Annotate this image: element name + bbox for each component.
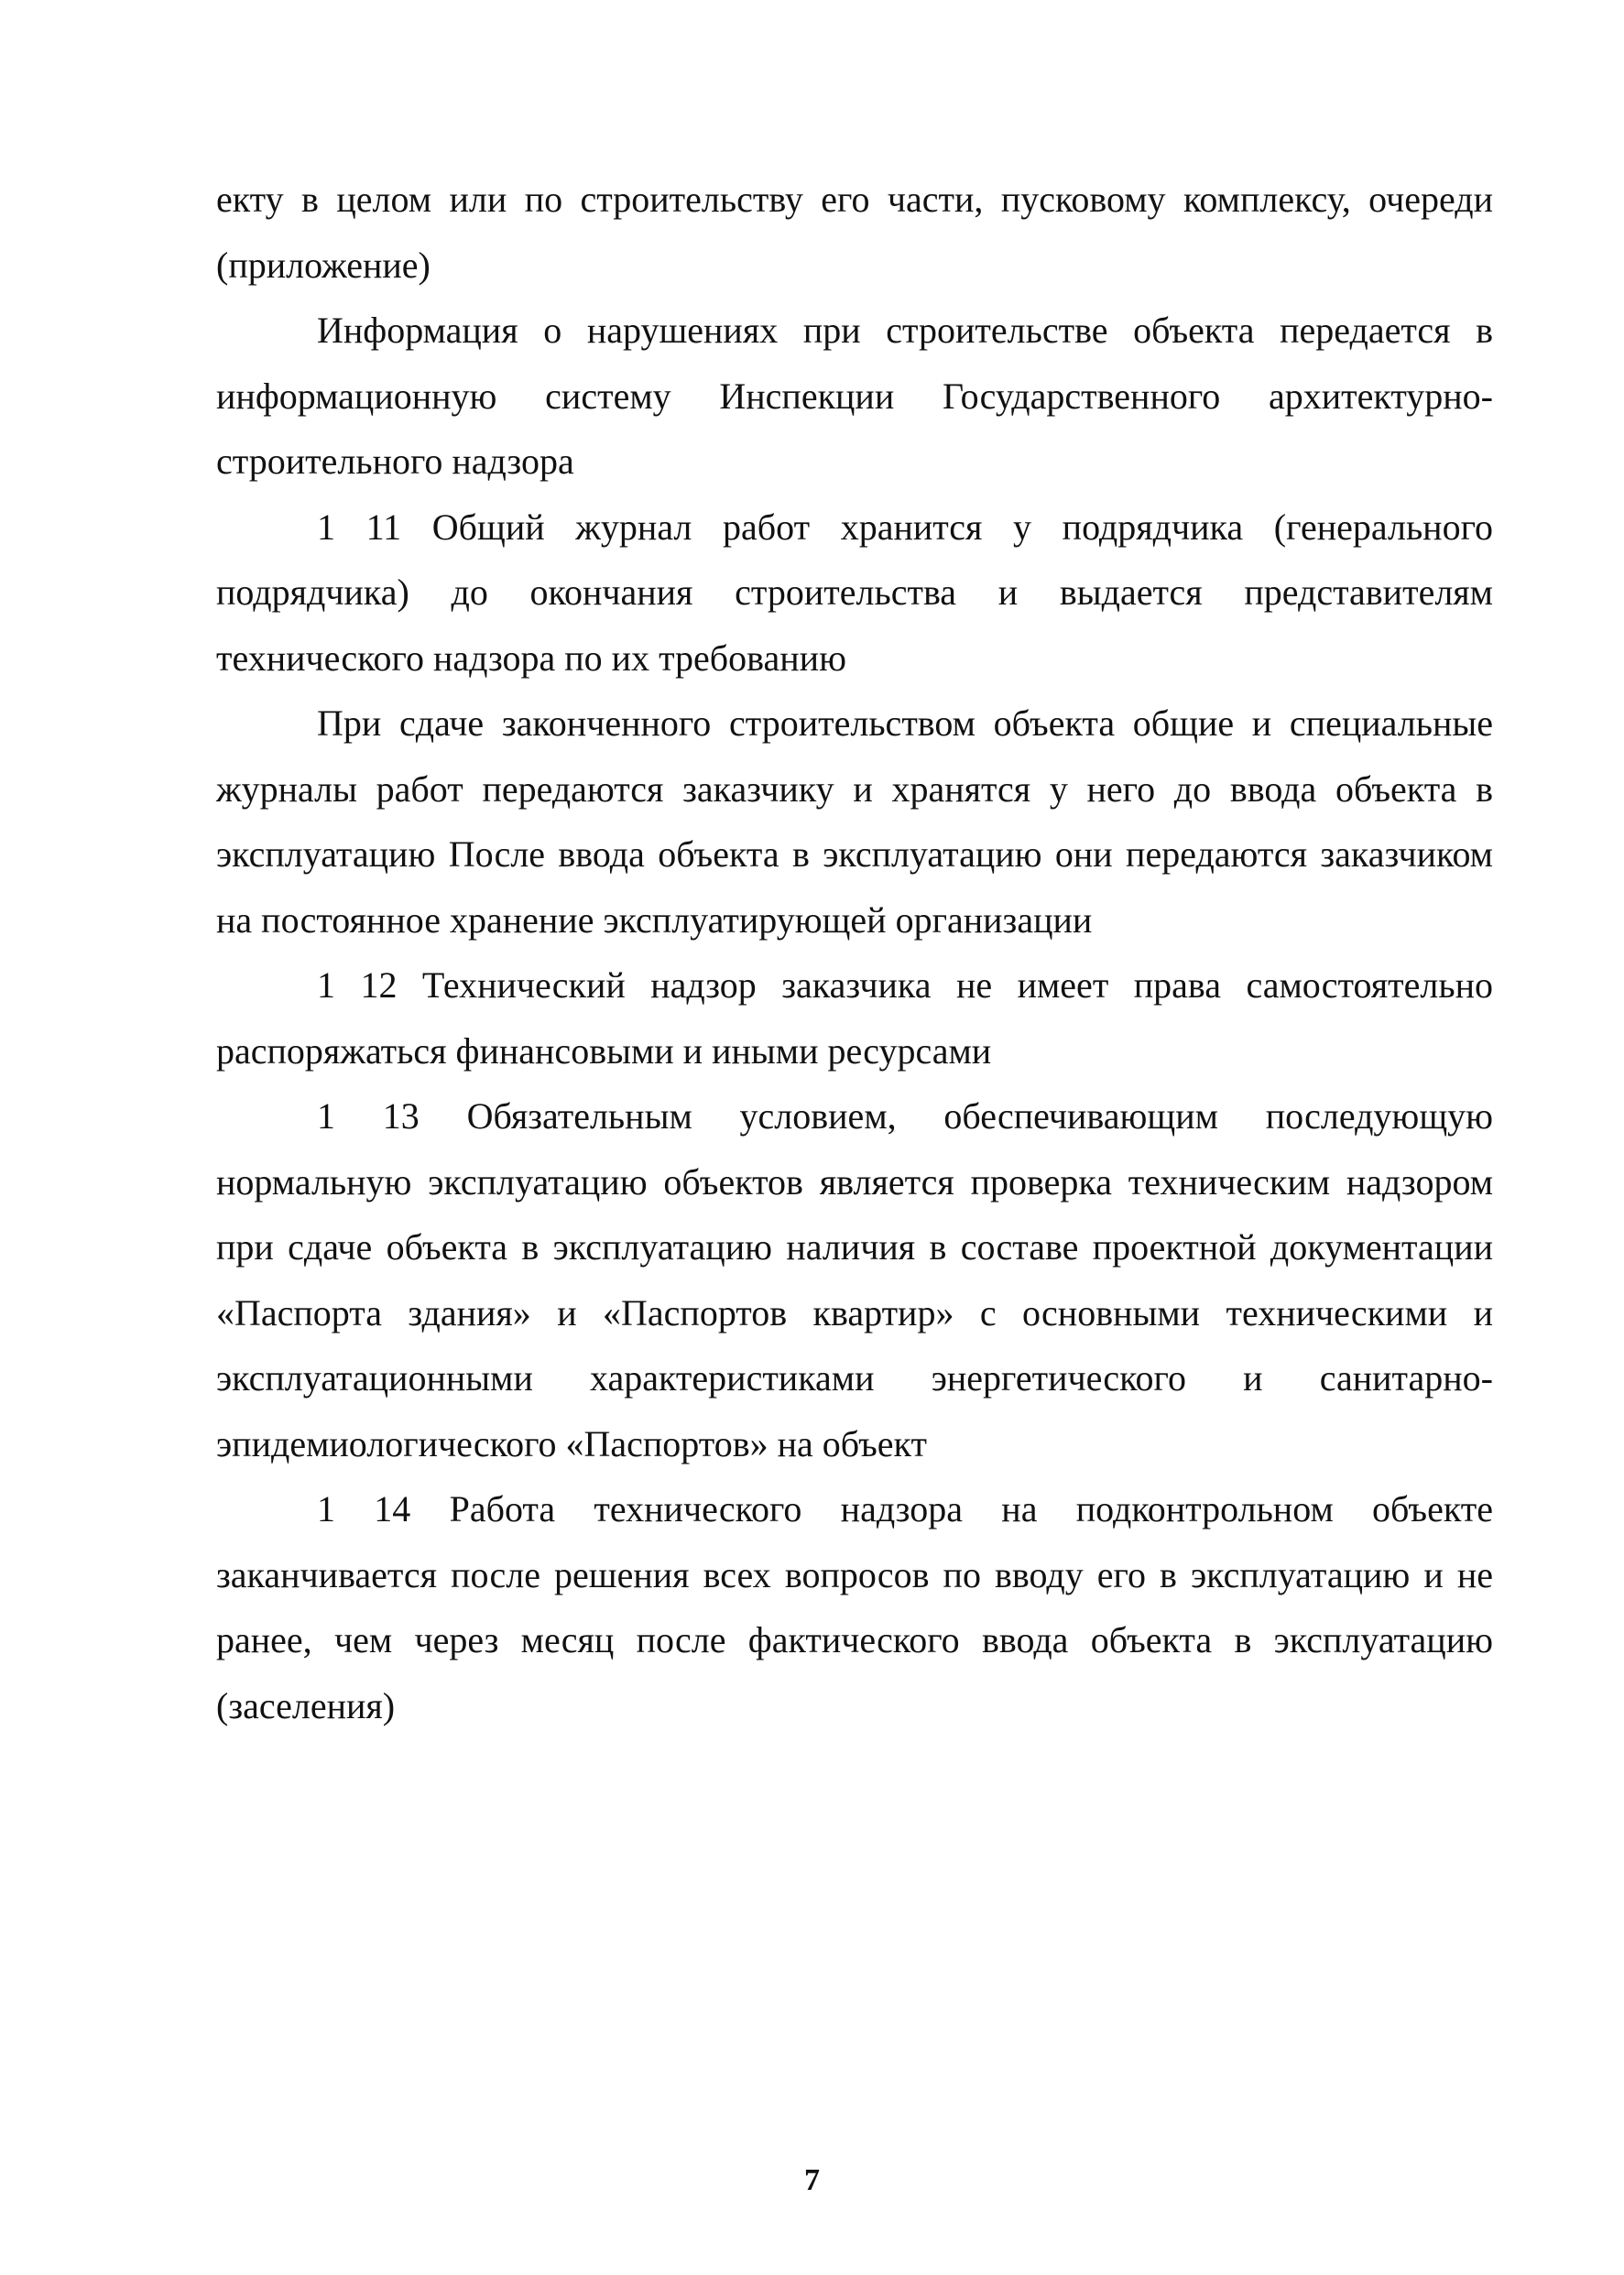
paragraph-continuation: екту в целом или по строительству его части, пусковому комплексу, очереди (приложение) [216,179,1493,286]
paragraph-1-12: 1 12 Технический надзор заказчика не имеет права самостоятельно распоряжаться финансовыми и иными ресурсами [216,964,1493,1072]
body-text [216,167,1493,1738]
paragraph-journals-handover: При сдаче законченного строительством объекта общие и специальные журналы работ передаются заказчику и хранятся у него до ввода объекта в эксплуатацию После ввода объекта в эксплуатацию они передаются заказчиком на постоянное хранение эксплуатирующей организации [216,702,1493,941]
page-number: 7 [804,2163,820,2197]
paragraph-1-13: 1 13 Обязательным условием, обеспечивающим последующую нормальную эксплуатацию объектов является проверка техническим надзором при сдаче объекта в эксплуатацию наличия в составе проектной документации «Паспорта здания» и «Паспортов квартир» с основными техническими и эксплуатационными характеристиками энергетического и санитарно-эпидемиологического «Паспортов» на объект [216,1095,1493,1464]
paragraph-1-14: 1 14 Работа технического надзора на подконтрольном объекте заканчивается после решения всех вопросов по вводу его в эксплуатацию и не ранее, чем через месяц после фактического ввода объекта в эксплуатацию (заселения) [216,1488,1493,1726]
paragraph-violations-info: Информация о нарушениях при строительстве объекта передается в информационную систему Инспекции Государственного архитектурно-строительного надзора [216,310,1493,482]
paragraph-1-11: 1 11 Общий журнал работ хранится у подрядчика (генерального подрядчика) до окончания строительства и выдается представителям технического надзора по их требованию [216,506,1493,679]
